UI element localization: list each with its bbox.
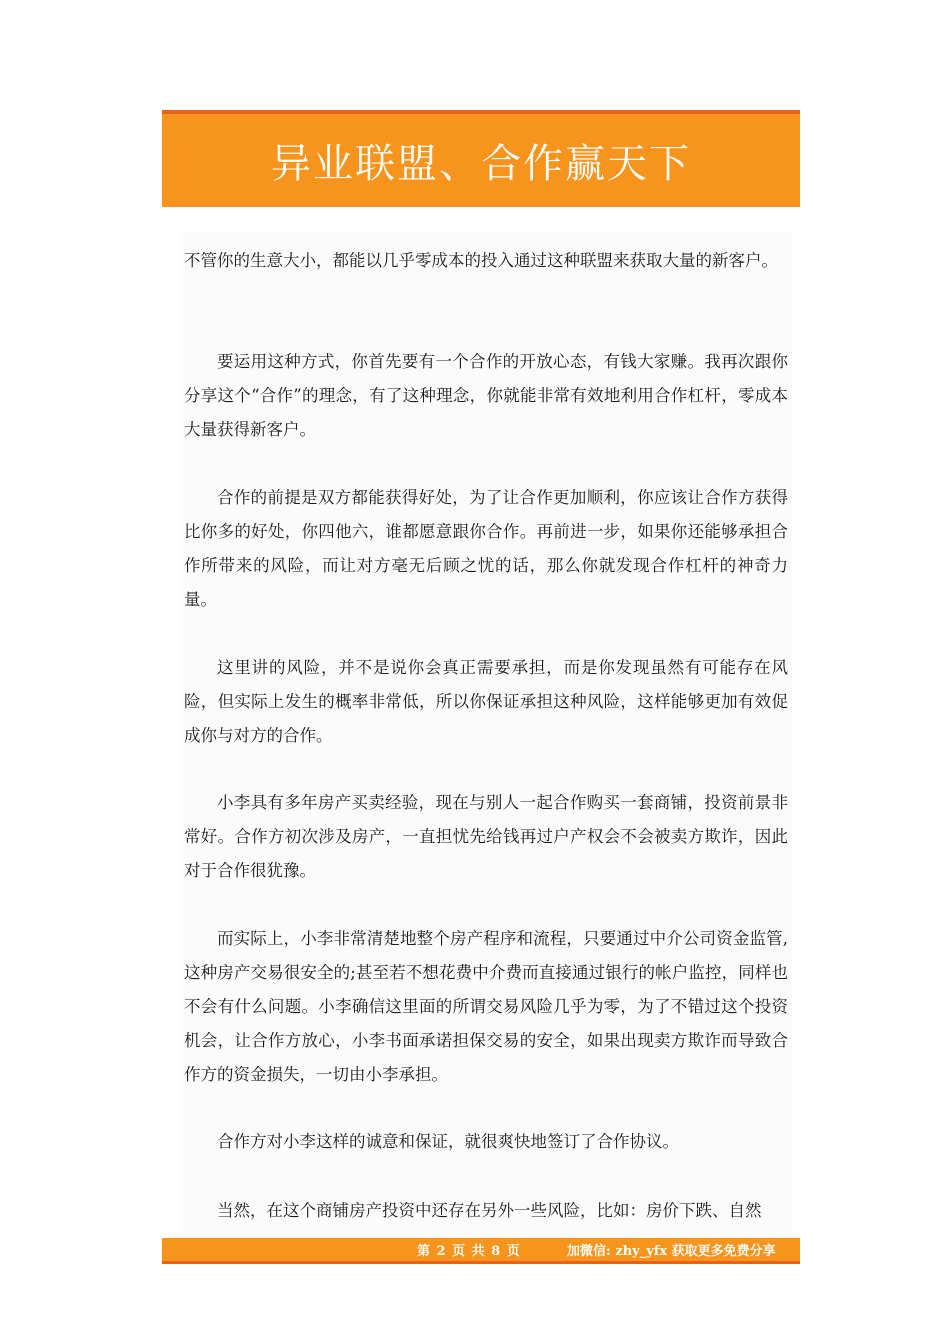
- paragraph-3: 合作的前提是双方都能获得好处，为了让合作更加顺利，你应该让合作方获得比你多的好处，你四他六，谁都愿意跟你合作。再前进一步，如果你还能够承担合作所带来的风险，而让对方毫无后顾之忧的话，那么你就发现合作杠杆的神奇力量。: [184, 488, 788, 609]
- page-title: 异业联盟、合作赢天下: [271, 141, 691, 187]
- article-body: [180, 232, 792, 1232]
- paragraph-2: 要运用这种方式，你首先要有一个合作的开放心态，有钱大家赚。我再次跟你分享这个“合作”的理念，有了这种理念，你就能非常有效地利用合作杠杆，零成本大量获得新客户。: [184, 352, 788, 439]
- page-footer: [162, 1238, 800, 1264]
- paragraph-4: 这里讲的风险，并不是说你会真正需要承担，而是你发现虽然有可能存在风险，但实际上发生的概率非常低，所以你保证承担这种风险，这样能够更加有效促成你与对方的合作。: [184, 658, 788, 745]
- page-number: 第 2 页 共 8 页: [417, 1244, 521, 1259]
- paragraph-7: 合作方对小李这样的诚意和保证，就很爽快地签订了合作协议。: [217, 1132, 679, 1151]
- paragraph-1: 不管你的生意大小，都能以几乎零成本的投入通过这种联盟来获取大量的新客户。: [184, 251, 778, 270]
- paragraph-6: 而实际上，小李非常清楚地整个房产程序和流程，只要通过中介公司资金监管,这种房产交易很安全的;甚至若不想花费中介费而直接通过银行的帐户监控，同样也不会有什么问题。小李确信这里面的所谓交易风险几乎为零，为了不错过这个投资机会，让合作方放心，小李书面承诺担保交易的安全，如果出现卖方欺诈而导致合作方的资金损失，一切由小李承担。: [184, 929, 788, 1084]
- promo-note: 加微信: zhy_yfx 获取更多免费分享: [567, 1244, 776, 1259]
- paragraph-5: 小李具有多年房产买卖经验，现在与别人一起合作购买一套商铺，投资前景非常好。合作方初次涉及房产，一直担忧先给钱再过户产权会不会被卖方欺诈，因此对于合作很犹豫。: [184, 793, 788, 880]
- title-banner: [162, 110, 800, 207]
- paragraph-8: 当然，在这个商铺房产投资中还存在另外一些风险，比如：房价下跌、自然: [217, 1201, 762, 1220]
